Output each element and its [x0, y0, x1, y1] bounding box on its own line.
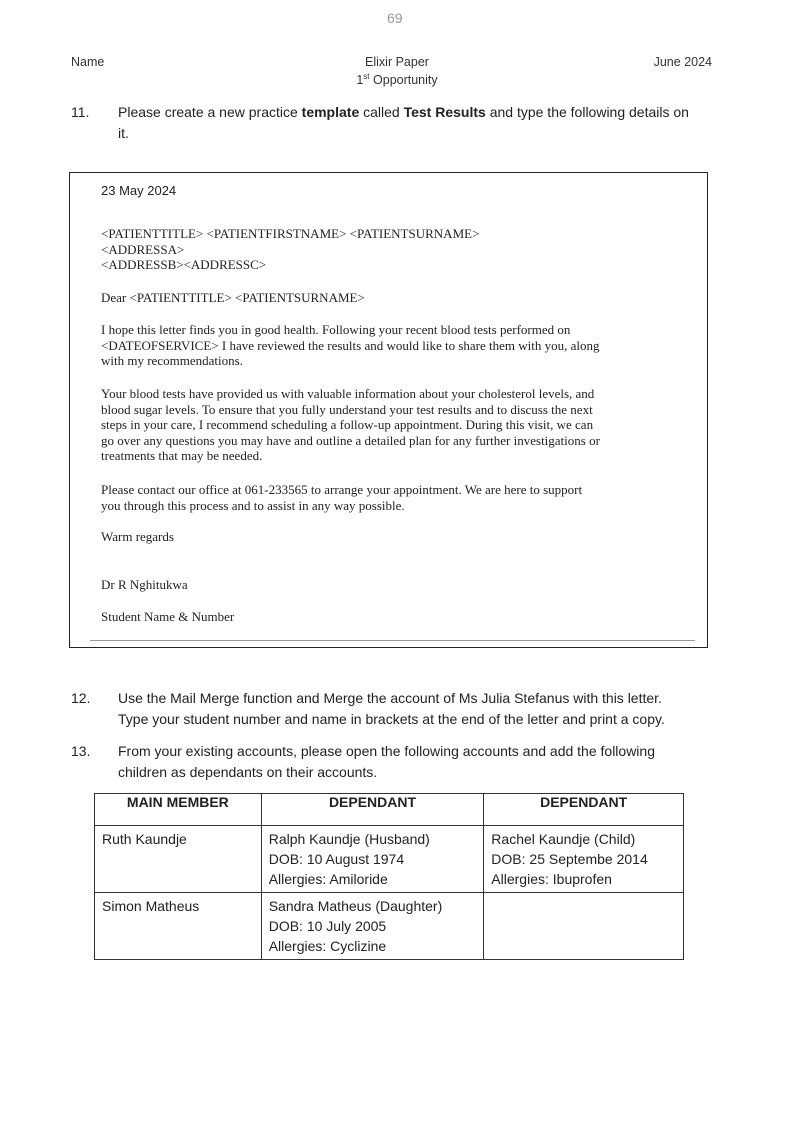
name-label: Name — [71, 55, 105, 69]
header-dependant-2: DEPENDANT — [484, 794, 684, 826]
q13-line1: From your existing accounts, please open the following accounts and add the following — [118, 743, 655, 759]
para1-line3: with my recommendations. — [101, 353, 243, 368]
question-11-text — [118, 102, 718, 144]
q11-text-part3: and type the following details on — [485, 104, 689, 120]
dependant-dob: DOB: 10 July 2005 — [268, 918, 387, 934]
opportunity-text: Opportunity — [373, 73, 438, 88]
question-12-number: 12. — [71, 690, 91, 706]
dependant-allergies: Allergies: Cyclizine — [268, 938, 387, 954]
para2-line5: treatments that may be needed. — [101, 448, 263, 463]
q11-bold-template: template — [301, 104, 360, 120]
address-line-3: <ADDRESSB><ADDRESSC> — [101, 257, 267, 272]
dependant-dob: DOB: 25 Septembe 2014 — [491, 851, 648, 867]
address-line-2: <ADDRESSA> — [101, 241, 185, 257]
opportunity-suffix: st — [363, 72, 370, 81]
letter-paragraph-3 — [101, 482, 701, 513]
dependants-table — [94, 793, 684, 960]
q11-text-part1: Please create a new practice — [118, 104, 302, 120]
para2-line1: Your blood tests have provided us with valuable information about your cholesterol levels, and — [101, 386, 595, 401]
para1-line1: I hope this letter finds you in good health. Following your recent blood tests performed on — [101, 322, 571, 337]
table-header-row — [95, 794, 684, 826]
address-line-1: <PATIENTTITLE> <PATIENTFIRSTNAME> <PATIENTSURNAME> — [101, 226, 480, 241]
letter-bottom-rule — [90, 640, 695, 641]
dependant-name: Sandra Matheus (Daughter) — [268, 898, 443, 914]
dependant-allergies: Allergies: Ibuprofen — [491, 871, 612, 887]
paper-title: Elixir Paper — [365, 55, 429, 69]
dependant-cell-empty — [484, 893, 684, 960]
question-12-text — [118, 688, 718, 730]
opportunity-label — [0, 72, 794, 87]
para2-line3: steps in your care, I recommend scheduling a follow-up appointment. During this visit, we can — [101, 417, 594, 432]
question-13-text — [118, 741, 718, 783]
para3-line2: you through this process and to assist in any way possible. — [101, 497, 405, 513]
main-member-name: Simon Matheus — [102, 898, 200, 914]
main-member-cell — [95, 826, 262, 893]
q12-line2: Type your student number and name in brackets at the end of the letter and print a copy. — [118, 711, 665, 727]
letter-date: 23 May 2024 — [101, 183, 177, 198]
para1-line2: <DATEOFSERVICE> I have reviewed the results and would like to share them with you, along — [101, 337, 600, 353]
dependant-dob: DOB: 10 August 1974 — [268, 851, 405, 867]
dependant-allergies: Allergies: Amiloride — [268, 871, 388, 887]
opportunity-number: 1 — [356, 73, 364, 88]
letter-salutation: Dear <PATIENTTITLE> <PATIENTSURNAME> — [101, 290, 365, 305]
header-dependant-1: DEPENDANT — [261, 794, 484, 826]
para3-line1: Please contact our office at 061-233565 to arrange your appointment. We are here to support — [101, 482, 583, 497]
letter-closing: Warm regards — [101, 529, 174, 544]
dependant-cell — [484, 826, 684, 893]
dependant-name: Ralph Kaundje (Husband) — [268, 831, 430, 847]
letter-address-block — [101, 226, 479, 273]
q11-text-part2: called — [359, 104, 404, 120]
para2-line2: blood sugar levels. To ensure that you fully understand your test results and to discuss the next — [101, 401, 593, 417]
header-main-member: MAIN MEMBER — [95, 794, 262, 826]
dependant-cell — [261, 893, 484, 960]
table-row — [95, 893, 684, 960]
q13-line2: children as dependants on their accounts. — [118, 764, 378, 780]
letter-template-box — [69, 172, 708, 648]
question-11-number: 11. — [71, 104, 90, 120]
q11-text-line2: it. — [118, 125, 129, 141]
para2-line4: go over any questions you may have and outline a detailed plan for any further investigations or — [101, 432, 600, 448]
letter-paragraph-1 — [101, 322, 701, 369]
dependant-cell — [261, 826, 484, 893]
q12-line1: Use the Mail Merge function and Merge the account of Ms Julia Stefanus with this letter. — [118, 690, 662, 706]
main-member-name: Ruth Kaundje — [102, 831, 187, 847]
main-member-cell — [95, 893, 262, 960]
q11-bold-test-results: Test Results — [403, 104, 486, 120]
page-number-mark: 69 — [387, 10, 403, 26]
question-13-number: 13. — [71, 743, 91, 759]
table-row — [95, 826, 684, 893]
letter-signature: Dr R Nghitukwa — [101, 577, 188, 592]
paper-date: June 2024 — [653, 55, 712, 69]
dependant-name: Rachel Kaundje (Child) — [491, 831, 636, 847]
letter-paragraph-2 — [101, 386, 701, 464]
letter-student-line: Student Name & Number — [101, 609, 235, 624]
